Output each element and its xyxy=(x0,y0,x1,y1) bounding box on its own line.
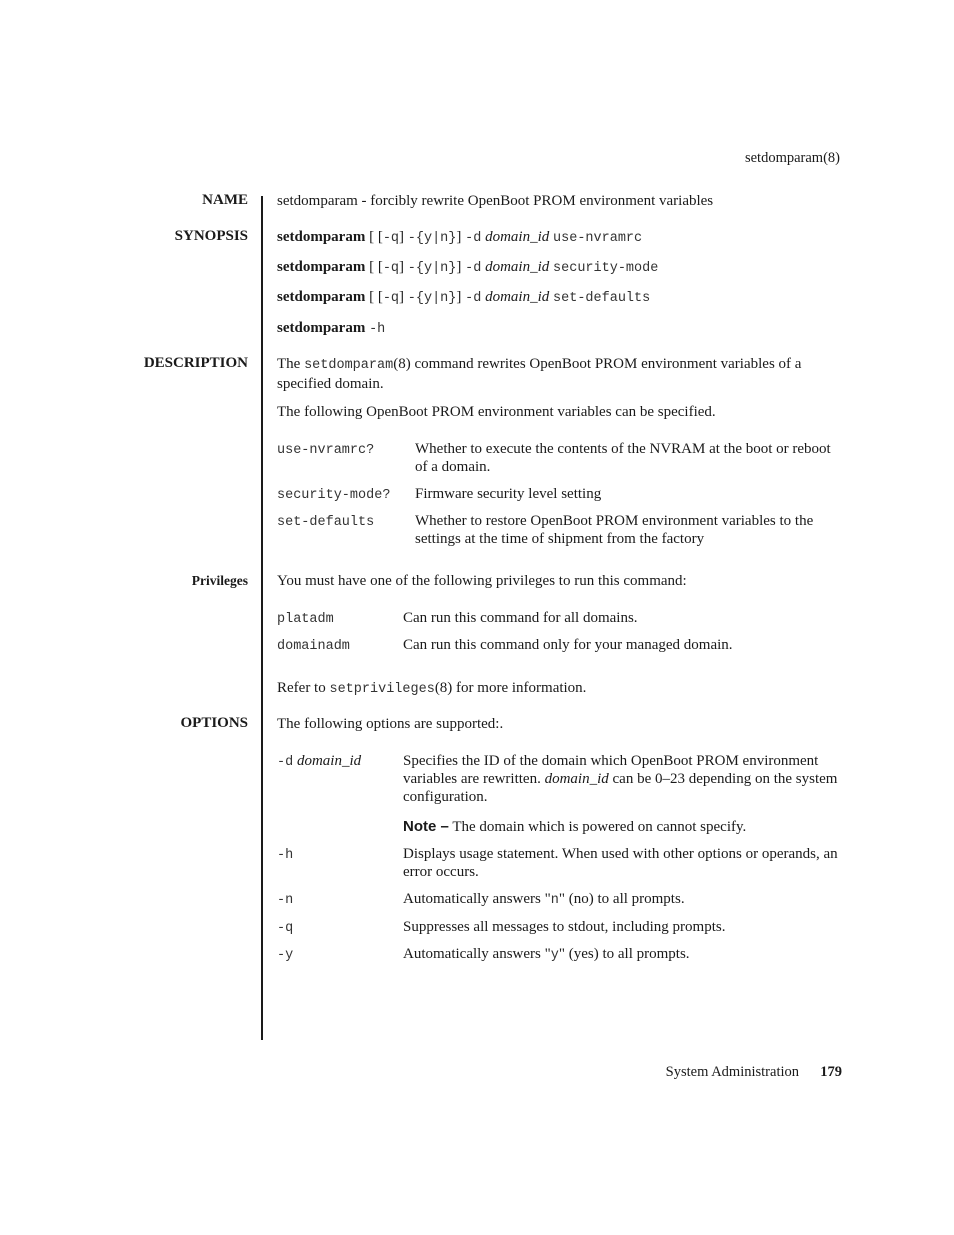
synopsis-bracket: [ [ xyxy=(369,289,383,305)
option-text: can be 0–23 depending on the system configuration. xyxy=(403,771,838,805)
section-label-description: DESCRIPTION xyxy=(143,355,248,371)
option-note xyxy=(403,818,843,836)
synopsis-bracket: [ [ xyxy=(369,229,383,245)
synopsis-bracket: ] xyxy=(399,259,405,275)
section-label-synopsis: SYNOPSIS xyxy=(174,228,248,244)
option-term xyxy=(277,845,293,865)
variable-definition: Whether to execute the contents of the NVRAM at the boot or reboot of a domain. xyxy=(415,441,831,475)
synopsis-line-2 xyxy=(277,258,842,278)
variable-definition: Firmware security level setting xyxy=(415,486,602,502)
section-divider-rule xyxy=(261,196,263,1040)
section-label-privileges: Privileges xyxy=(191,573,248,588)
synopsis-bracket: ] xyxy=(456,229,462,245)
description-paragraph-1 xyxy=(277,355,842,393)
option-text: " (no) to all prompts. xyxy=(558,891,685,907)
option-argument: domain_id xyxy=(296,753,362,769)
option-flag: -h xyxy=(277,848,294,863)
synopsis-bracket: ] xyxy=(456,289,462,305)
synopsis-command: setdomparam xyxy=(277,229,366,245)
synopsis-d-flag: -d xyxy=(465,231,482,246)
option-term xyxy=(277,945,293,965)
synopsis-domain-id: domain_id xyxy=(485,229,550,245)
option-term xyxy=(277,890,293,910)
reference-command: setprivileges xyxy=(329,682,435,697)
option-flag: -q xyxy=(277,921,294,936)
privileges-reference xyxy=(277,679,842,699)
section-label-options: OPTIONS xyxy=(180,715,248,731)
synopsis-yn-flag: -{y|n} xyxy=(407,291,457,306)
privilege-name: domainadm xyxy=(277,639,350,654)
synopsis-d-flag: -d xyxy=(465,291,482,306)
option-definition: Displays usage statement. When used with other options or operands, an error occurs. xyxy=(403,846,838,880)
footer-section-title: System Administration xyxy=(665,1064,799,1080)
section-label-name: NAME xyxy=(202,192,248,208)
option-definition: Suppresses all messages to stdout, including prompts. xyxy=(403,919,726,935)
variable-definition: Whether to restore OpenBoot PROM environment variables to the settings at the time of shipment from the factory xyxy=(415,513,814,547)
description-text: The xyxy=(277,356,301,372)
synopsis-yn-flag: -{y|n} xyxy=(407,261,457,276)
variable-name: set-defaults xyxy=(277,515,375,530)
option-definition xyxy=(403,945,843,965)
privilege-name: platadm xyxy=(277,612,334,627)
synopsis-bracket: ] xyxy=(456,259,462,275)
variable-term xyxy=(277,512,374,532)
option-code: y xyxy=(550,948,559,963)
privilege-definition: Can run this command for all domains. xyxy=(403,610,638,626)
synopsis-h-flag: -h xyxy=(369,322,386,337)
synopsis-command: setdomparam xyxy=(277,289,366,305)
page-number: 179 xyxy=(820,1064,842,1080)
option-text: Automatically answers " xyxy=(403,891,551,907)
synopsis-bracket: [ [ xyxy=(369,259,383,275)
synopsis-bracket: ] xyxy=(399,229,405,245)
variable-name: security-mode? xyxy=(277,488,391,503)
option-definition xyxy=(403,752,843,806)
option-text: Specifies the ID of the domain which OpenBoot PROM environment variables are rewritten. xyxy=(403,753,819,787)
privilege-definition: Can run this command only for your managed domain. xyxy=(403,637,733,653)
note-label: Note – xyxy=(403,818,449,835)
option-term xyxy=(277,752,361,772)
synopsis-q-flag: -q xyxy=(382,291,400,306)
synopsis-bracket: ] xyxy=(399,289,405,305)
variable-term xyxy=(277,440,374,460)
privileges-intro: You must have one of the following privileges to run this command: xyxy=(277,573,687,589)
option-code: n xyxy=(550,893,559,908)
variable-name: use-nvramrc? xyxy=(277,443,375,458)
options-intro: The following options are supported:. xyxy=(277,716,504,732)
synopsis-line-1 xyxy=(277,228,842,248)
description-command: setdomparam xyxy=(304,358,394,373)
synopsis-q-flag: -q xyxy=(382,231,400,246)
note-text: The domain which is powered on cannot specify. xyxy=(452,819,747,835)
description-text: (8) command rewrites OpenBoot PROM environment variables of a specified domain. xyxy=(277,356,802,392)
description-paragraph-2: The following OpenBoot PROM environment variables can be specified. xyxy=(277,404,716,420)
reference-text: Refer to xyxy=(277,680,326,696)
synopsis-command: setdomparam xyxy=(277,320,366,336)
synopsis-domain-id: domain_id xyxy=(485,289,550,305)
synopsis-argument: use-nvramrc xyxy=(553,231,643,246)
name-text: setdomparam - forcibly rewrite OpenBoot PROM environment variables xyxy=(277,193,714,209)
synopsis-argument: security-mode xyxy=(553,261,659,276)
synopsis-q-flag: -q xyxy=(382,261,400,276)
option-text: " (yes) to all prompts. xyxy=(558,946,690,962)
option-text: Automatically answers " xyxy=(403,946,551,962)
synopsis-command: setdomparam xyxy=(277,259,366,275)
option-flag: -d xyxy=(277,755,294,770)
synopsis-yn-flag: -{y|n} xyxy=(407,231,457,246)
option-definition xyxy=(403,890,843,910)
option-argument: domain_id xyxy=(544,771,609,787)
running-header: setdomparam(8) xyxy=(744,150,840,166)
option-term xyxy=(277,918,293,938)
synopsis-line-4 xyxy=(277,319,842,339)
synopsis-argument: set-defaults xyxy=(553,291,651,306)
synopsis-line-3 xyxy=(277,288,842,308)
synopsis-d-flag: -d xyxy=(465,261,482,276)
privilege-term xyxy=(277,636,350,656)
variable-term xyxy=(277,485,390,505)
reference-text: (8) for more information. xyxy=(434,680,587,696)
synopsis-domain-id: domain_id xyxy=(485,259,550,275)
option-flag: -n xyxy=(277,893,294,908)
option-flag: -y xyxy=(277,948,294,963)
privilege-term xyxy=(277,609,334,629)
